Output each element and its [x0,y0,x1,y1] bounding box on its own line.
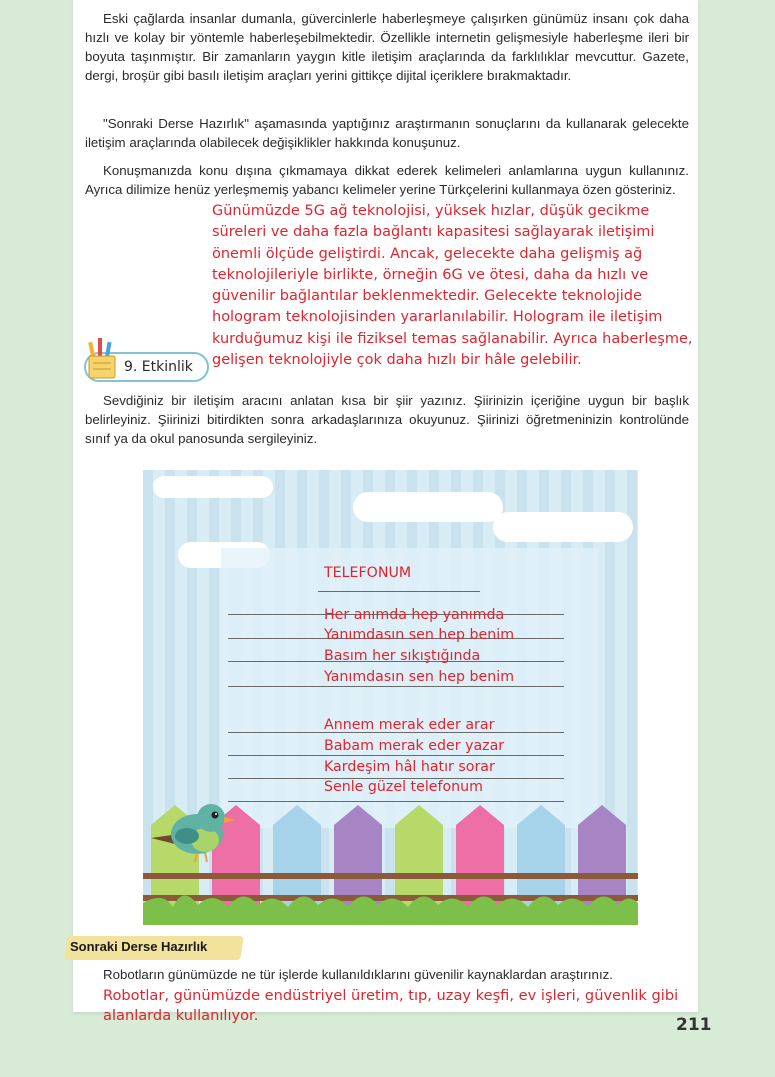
poem-line: Annem merak eder arar [324,717,495,733]
activity-label: 9. Etkinlik [124,359,193,375]
writing-line [228,686,564,687]
activity-instructions: Sevdiğiniz bir iletişim aracını anlatan kısa bir şiir yazınız. Şiirinizin içeriğine uygun bir başlık belirleyiniz. Şiirinizi bitirdikten sonra arkadaşlarınıza okuyunuz. Şiirinizi öğretmeninizin kontrolünde sınıf ya da okul panosunda sergileyiniz. [85,393,689,446]
task-paragraph: "Sonraki Derse Hazırlık" aşamasında yaptığınız araştırmanın sonuçlarını da kullanarak gelecekte iletişim araçlarında olabilecek değişiklikler hakkında konuşunuz. [85,116,689,150]
next-lesson-answer: Robotlar, günümüzde endüstriyel üretim, tıp, uzay keşfi, ev işleri, güvenlik gibi alanlarda kullanılıyor. [103,987,679,1024]
guidance-paragraph: Konuşmanızda konu dışına çıkmamaya dikkat ederek kelimeleri anlamlarına uygun kullanınız. Ayrıca dilimize henüz yerleşmemiş yabancı kelimeler yerine Türkçelerini kullanmaya özen gösteriniz. [85,163,689,197]
writing-line [228,755,564,756]
poem-line: Yanımdasın sen hep benim [324,669,515,685]
cloud [353,492,503,522]
pencil-cup-icon [84,338,120,382]
intro-paragraph: Eski çağlarda insanlar dumanla, güvercinlerle haberleşmeye çalışırken günümüz insanı çok daha hızlı ve kolay bir yöntemle haberleşebilmektedir. Özellikle internetin gelişmesiyle haberleşme ileri bir boyuta taşınmıştır. Bir zamanların yaygın kitle iletişim araçlarında da farklılıklar mevcuttur. Gazete, dergi, broşür gibi basılı iletişim araçları yerini gittikçe dijital içeriklere bırakmaktadır. [85,11,689,83]
poem-line: Her anımda hep yanımda [324,607,505,623]
poem-title: TELEFONUM [324,565,412,581]
poem-line: Babam merak eder yazar [324,738,505,754]
poem-line: Yanımdasın sen hep benim [324,627,515,643]
page-number: 211 [676,1015,712,1035]
next-lesson-question: Robotların günümüzde ne tür işlerde kullanıldıklarını güvenilir kaynaklardan araştırınız. [103,967,613,982]
handwritten-answer: Günümüzde 5G ağ teknolojisi, yüksek hızlar, düşük gecikme süreleri ve daha fazla bağlantı kapasitesi sağlayarak iletişimi önemli ölçüde geliştirdi. Ancak, gelecekte daha gelişmiş ağ teknolojileriyle birlikte, örneğin 6G ve ötesi, daha da hızlı ve güvenilir bağlantılar beklenmektedir. Gelecekte teknolojide hologram teknolojisinden yararlanılabilir. Hologram ile iletişim kurduğumuz kişi ile fiziksel temas sağlanabilir. Ayrıca haberleşme, gelişen teknolojiyle çok daha hızlı bir hâle gelebilir. [212,203,693,369]
cloud [493,512,633,542]
poem-line: Kardeşim hâl hatır sorar [324,759,495,775]
cloud [153,476,273,498]
next-lesson-title: Sonraki Derse Hazırlık [70,939,208,954]
bird-icon [149,796,239,866]
poem-line: Senle güzel telefonum [324,779,483,795]
poem-line: Basım her sıkıştığında [324,648,481,664]
title-line [318,591,480,592]
